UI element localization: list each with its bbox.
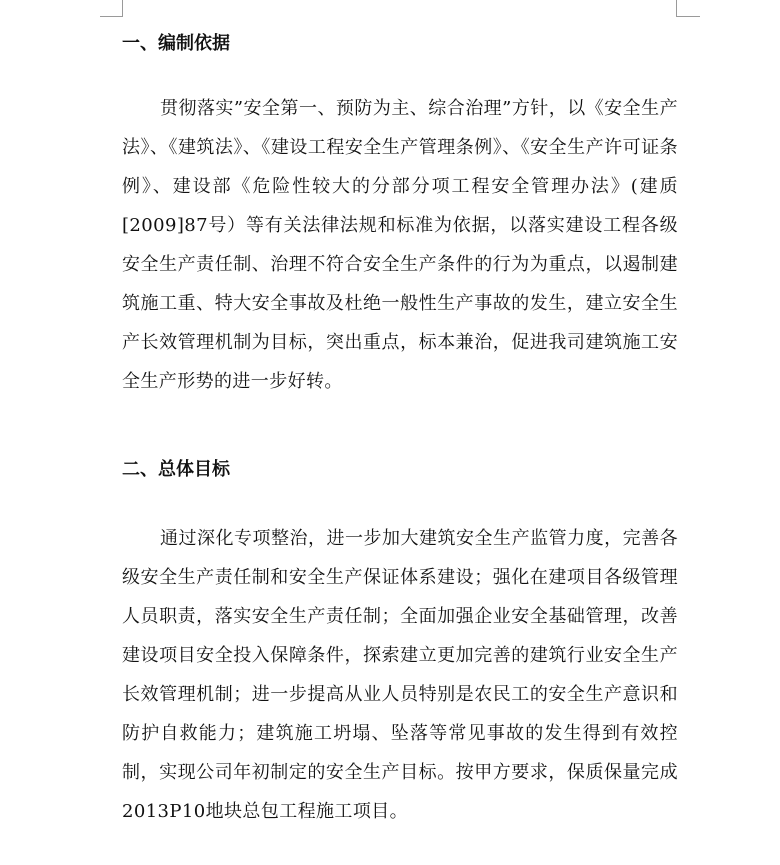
section-paragraph-basis: 贯彻落实”安全第一、预防为主、综合治理”方针，以《安全生产法》、《建筑法》、《建设工程安全生产管理条例》、《安全生产许可证条例》、建设部《危险性较大的分部分项工程安全管理办法》(建质[2009]87号）等有关法律法规和标准为依据，以落实建设工程各级安全生产责任制、治理不符合安全生产条件的行为为重点，以遏制建筑施工重、特大安全事故及杜绝一般性生产事故的发生，建立安全生产长效管理机制为目标，突出重点，标本兼治，促进我司建筑施工安全生产形势的进一步好转。 — [122, 98, 678, 392]
crop-mark-left-horizontal — [100, 16, 123, 17]
crop-mark-left-vertical — [122, 0, 123, 16]
crop-mark-right-horizontal — [676, 16, 700, 17]
crop-mark-right-vertical — [676, 0, 677, 16]
section-paragraph-goals: 通过深化专项整治，进一步加大建筑安全生产监管力度，完善各级安全生产责任制和安全生产保证体系建设；强化在建项目各级管理人员职责，落实安全生产责任制；全面加强企业安全基础管理，改善建设项目安全投入保障条件，探索建立更加完善的建筑行业安全生产长效管理机制；进一步提高从业人员特别是农民工的安全生产意识和防护自救能力；建筑施工坍塌、坠落等常见事故的发生得到有效控制，实现公司年初制定的安全生产目标。按甲方要求，保质保量完成2013P10地块总包工程施工项目。 — [122, 528, 678, 822]
section-heading-goals: 二、总体目标 — [122, 459, 230, 480]
section-heading-basis: 一、编制依据 — [122, 33, 230, 54]
